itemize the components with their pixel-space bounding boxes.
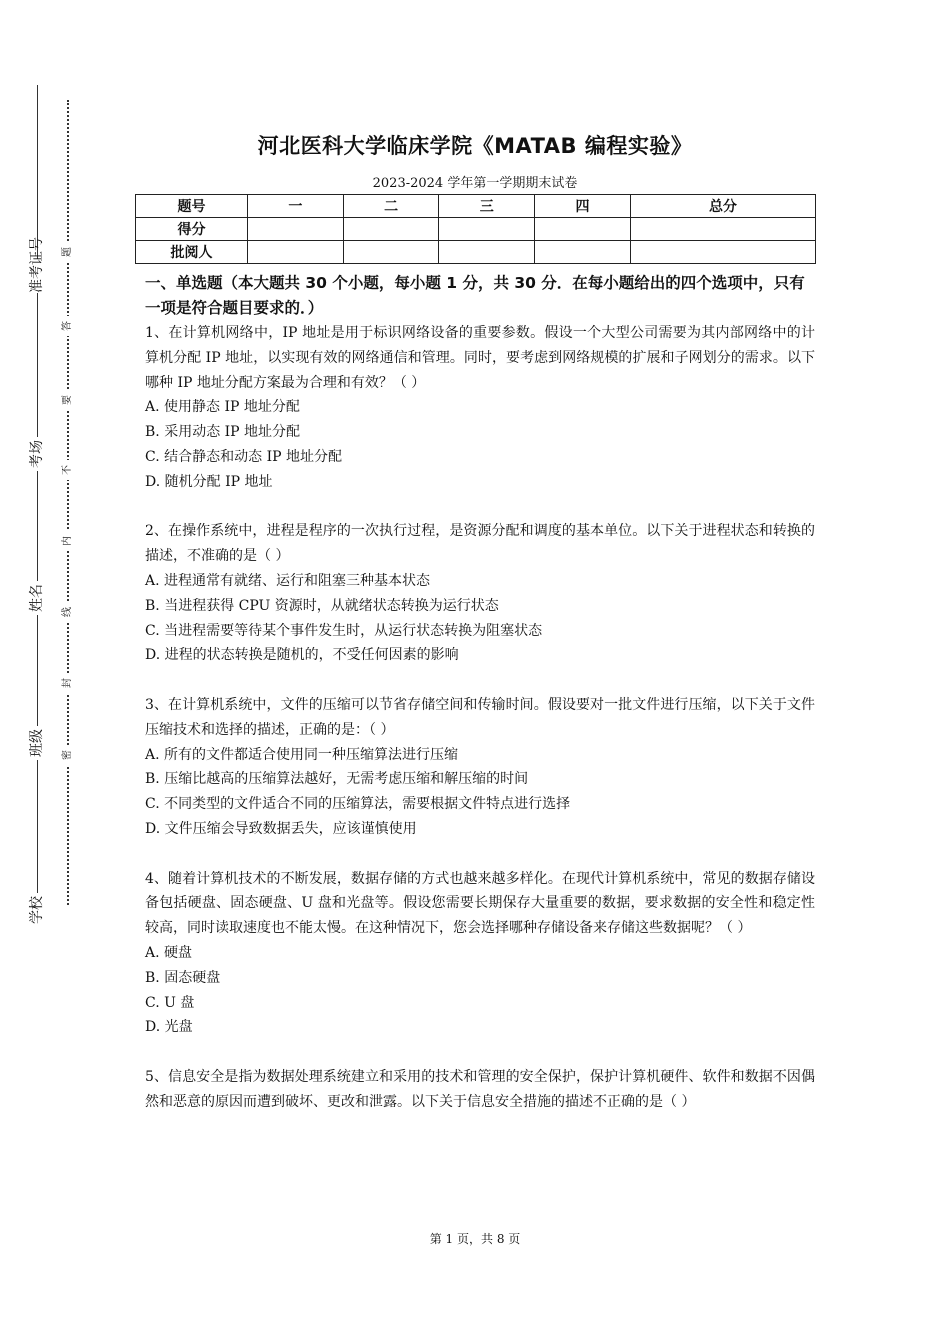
score-cell [343,241,439,264]
question-stem: 3、在计算机系统中，文件的压缩可以节省存储空间和传输时间。假设要对一批文件进行压缩，以下关于文件压缩技术和选择的描述，正确的是：（ ） [145,696,815,738]
question-list [145,321,815,1139]
option-a: A. 使用静态 IP 地址分配 [145,399,300,416]
binding-dotted-line [67,100,69,905]
seal-word: 答 [60,316,76,336]
option-b: B. 压缩比越高的压缩算法越好，无需考虑压缩和解压缩的时间 [145,771,529,788]
score-row-label: 批阅人 [136,241,248,264]
option-c: C. 不同类型的文件适合不同的压缩算法，需要根据文件特点进行选择 [145,796,571,813]
binding-label-exam-room: 考场 [29,437,45,471]
question-3 [145,693,815,842]
score-header-cell: 题号 [136,195,248,218]
seal-word: 内 [60,531,76,551]
score-cell [439,218,535,241]
question-stem: 1、在计算机网络中，IP 地址是用于标识网络设备的重要参数。假设一个大型公司需要为其内部网络中的计算机分配 IP 地址，以实现有效的网络通信和管理。同时，要考虑到网络规模的扩展和子网划分的需求。以下哪种 IP 地址分配方案最为合理和有效？（ ） [145,325,815,391]
seal-word: 要 [60,390,76,410]
option-c: C. 当进程需要等待某个事件发生时，从运行状态转换为阻塞状态 [145,622,543,639]
option-a: A. 所有的文件都适合使用同一种压缩算法进行压缩 [145,746,459,763]
score-row-label: 得分 [136,218,248,241]
binding-label-exam-id: 准考证号 [29,237,45,293]
option-b: B. 当进程获得 CPU 资源时，从就绪状态转换为运行状态 [145,597,499,614]
binding-label-school: 学校 [29,893,45,927]
score-cell [630,218,815,241]
score-cell [535,241,631,264]
question-1 [145,321,815,495]
score-cell [439,241,535,264]
binding-label-name: 姓名 [29,581,45,615]
score-cell [248,241,344,264]
seal-word: 密 [60,745,76,765]
section-title: 一、单选题（本大题共 30 个小题，每小题 1 分，共 30 分．在每小题给出的四个选项中，只有一项是符合题目要求的．） [145,274,805,317]
score-cell [535,218,631,241]
question-stem: 4、随着计算机技术的不断发展，数据存储的方式也越来越多样化。在现代计算机系统中，常见的数据存储设备包括硬盘、固态硬盘、U 盘和光盘等。假设您需要长期保存大量重要的数据，要求数据的安全性和稳定性较高，同时读取速度也不能太慢。在这种情况下，您会选择哪种存储设备来存储这些数据呢？（ ） [145,870,815,937]
score-cell [343,218,439,241]
exam-subtitle: 2023-2024 学年第一学期期末试卷 [372,176,578,191]
score-table-header-row [136,195,816,218]
binding-solid-line [37,85,38,910]
question-stem: 2、在操作系统中，进程是程序的一次执行过程，是资源分配和调度的基本单位。以下关于进程状态和转换的描述，不准确的是（ ） [145,523,815,565]
option-a: A. 进程通常有就绪、运行和阻塞三种基本状态 [145,572,431,589]
option-b: B. 固态硬盘 [145,969,221,986]
question-5 [145,1065,815,1115]
score-cell [630,241,815,264]
score-header-cell: 二 [343,195,439,218]
option-d: D. 文件压缩会导致数据丢失，应该谨慎使用 [145,820,417,837]
exam-title: 河北医科大学临床学院《MATAB 编程实验》 [257,134,693,158]
score-header-cell: 四 [535,195,631,218]
binding-label-class: 班级 [29,726,45,760]
score-table-row [136,218,816,241]
seal-word: 线 [60,602,76,622]
seal-word: 题 [60,242,76,262]
score-table-row [136,241,816,264]
score-header-cell: 一 [248,195,344,218]
score-cell [248,218,344,241]
question-stem: 5、信息安全是指为数据处理系统建立和采用的技术和管理的安全保护，保护计算机硬件、软件和数据不因偶然和恶意的原因而遭到破坏、更改和泄露。以下关于信息安全措施的描述不正确的是（ ） [145,1068,815,1110]
option-c: C. 结合静态和动态 IP 地址分配 [145,448,342,465]
option-b: B. 采用动态 IP 地址分配 [145,424,301,441]
seal-word: 封 [60,673,76,693]
option-d: D. 随机分配 IP 地址 [145,473,273,490]
question-2 [145,519,815,668]
option-c: C. U 盘 [145,994,195,1011]
option-d: D. 进程的状态转换是随机的，不受任何因素的影响 [145,647,459,664]
option-d: D. 光盘 [145,1019,193,1036]
score-header-cell: 总分 [630,195,815,218]
score-header-cell: 三 [439,195,535,218]
option-a: A. 硬盘 [145,944,193,961]
page-number: 第 1 页，共 8 页 [429,1232,521,1246]
score-table [135,194,816,264]
question-4 [145,867,815,1041]
seal-word: 不 [60,460,76,480]
